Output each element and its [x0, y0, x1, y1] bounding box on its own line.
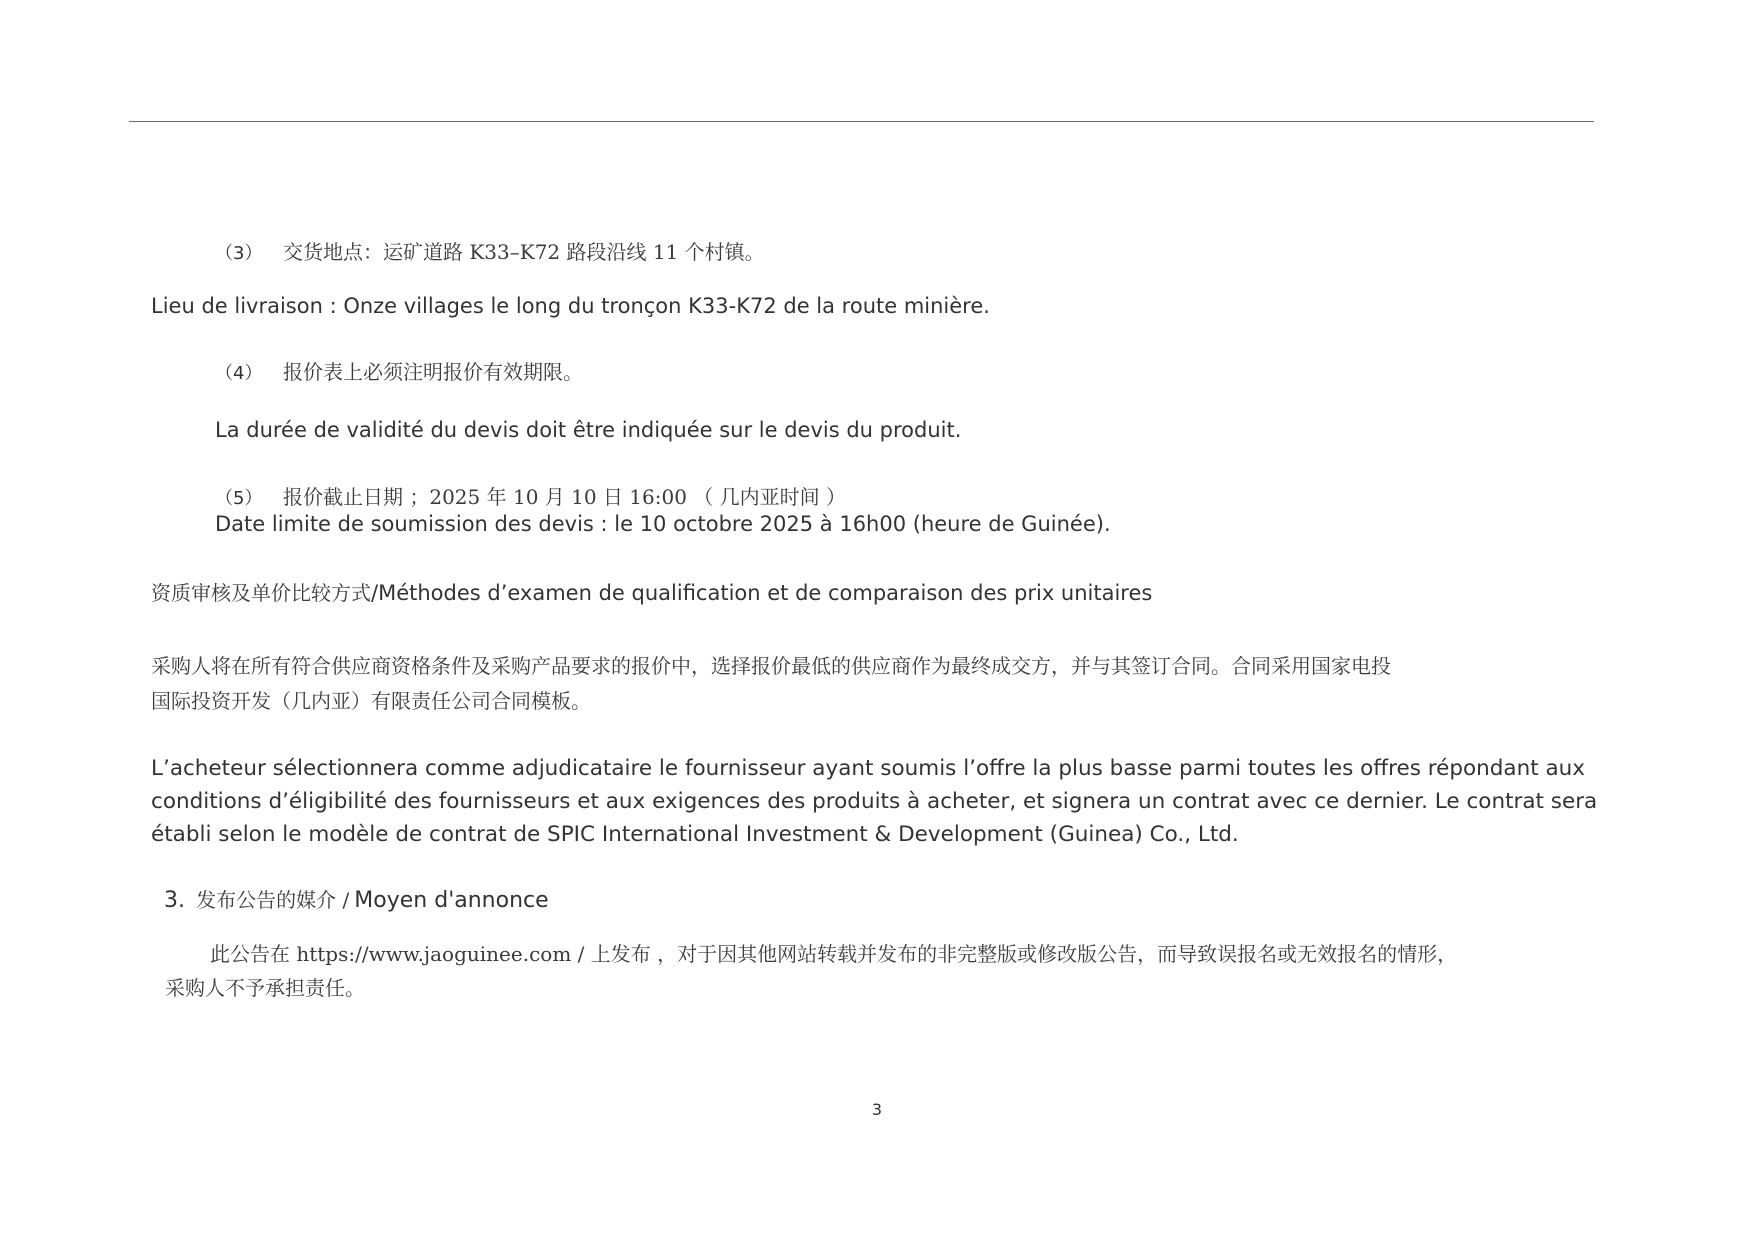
page-number: 3 — [871, 1100, 883, 1119]
qualification-heading — [151, 577, 1152, 606]
header-rule — [129, 121, 1594, 122]
item-4-zh — [215, 356, 583, 385]
section-3-title-fr: Moyen d'annonce — [354, 888, 549, 913]
qualification-body-zh-line2: 国际投资开发（几内亚）有限责任公司合同模板。 — [151, 689, 591, 713]
item-4-text-fr: La durée de validité du devis doit être indiquée sur le devis du produit. — [215, 418, 962, 442]
item-4-text-zh: 报价表上必须注明报价有效期限。 — [283, 360, 583, 384]
item-3-number: （3） — [215, 243, 263, 264]
qualification-heading-fr: Méthodes d’examen de qualification et de comparaison des prix unitaires — [378, 581, 1153, 605]
item-3-text-zh: 交货地点：运矿道路 K33–K72 路段沿线 11 个村镇。 — [283, 240, 765, 264]
section-3-body-line2: 采购人不予承担责任。 — [165, 976, 365, 1000]
item-5-text-fr: Date limite de soumission des devis : le 10 octobre 2025 à 16h00 (heure de Guinée). — [215, 512, 1111, 536]
qualification-heading-zh: 资质审核及单价比较方式 — [151, 581, 371, 605]
item-5-text-zh: 报价截止日期 ；2025 年 10 月 10 日 16:00 （ 几内亚时间 ） — [283, 485, 847, 509]
qualification-heading-sep: / — [371, 581, 379, 605]
item-4-number: （4） — [215, 363, 263, 384]
section-3-number: 3. — [164, 888, 185, 913]
section-3-title-zh: 发布公告的媒介 / — [196, 888, 350, 912]
item-3-text-fr: Lieu de livraison : Onze villages le long du tronçon K33-K72 de la route minière. — [151, 294, 990, 318]
item-5-zh — [215, 481, 846, 510]
item-5-number: （5） — [215, 488, 263, 509]
qualification-body-zh-line1: 采购人将在所有符合供应商资格条件及采购产品要求的报价中，选择报价最低的供应商作为最终成交方，并与其签订合同。合同采用国家电投 — [151, 654, 1391, 678]
section-3-body-line1: 此公告在 https://www.jaoguinee.com / 上发布 ，对于因其他网站转载并发布的非完整版或修改版公告，而导致误报名或无效报名的情形， — [210, 942, 1458, 966]
section-3-heading — [164, 884, 549, 913]
item-3-zh — [215, 236, 765, 265]
qualification-body-fr: L’acheteur sélectionnera comme adjudicataire le fournisseur ayant soumis l’offre la plus basse parmi toutes les offres répondant aux conditions d’éligibilité des fournisseurs et aux exigences des produits à acheter, et signera un contrat avec ce dernier. Le contrat sera établi selon le modèle de contrat de SPIC International Investment & Development (Guinea) Co., Ltd. — [151, 756, 1598, 847]
